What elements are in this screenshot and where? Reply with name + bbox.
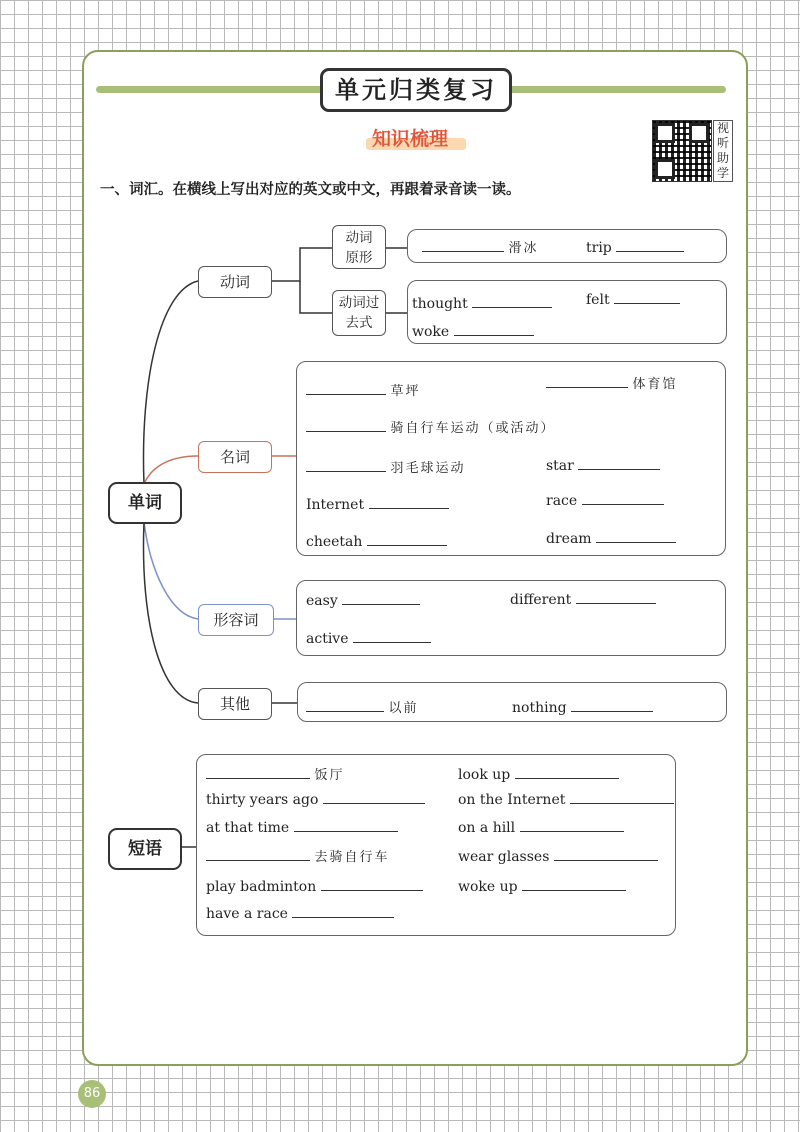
- verb-base-item-1[interactable]: 滑冰: [422, 237, 538, 256]
- section-subtitle: 知识梳理: [372, 128, 449, 150]
- verb-base-item-2[interactable]: trip: [586, 237, 684, 256]
- phrase-left-4[interactable]: 去骑自行车: [206, 846, 389, 865]
- noun-item-1[interactable]: 草坪: [306, 380, 420, 399]
- page-number: 86: [78, 1080, 106, 1108]
- branch-others: 其他: [198, 688, 272, 720]
- adj-item-2[interactable]: different: [510, 589, 656, 608]
- noun-item-2[interactable]: 体育馆: [546, 373, 677, 392]
- verb-past-item-2[interactable]: felt: [586, 289, 680, 308]
- qr-label: 视听助学: [713, 120, 733, 182]
- root-words: 单词: [108, 482, 182, 524]
- other-item-1[interactable]: 以前: [306, 697, 418, 716]
- branch-verbs: 动词: [198, 266, 272, 298]
- adj-item-1[interactable]: easy: [306, 590, 420, 609]
- noun-item-7[interactable]: race: [546, 490, 664, 509]
- other-item-2[interactable]: nothing: [512, 697, 653, 716]
- phrase-right-2[interactable]: on the Internet: [458, 789, 674, 808]
- phrase-left-2[interactable]: thirty years ago: [206, 789, 425, 808]
- branch-nouns: 名词: [198, 441, 272, 473]
- phrase-left-6[interactable]: have a race: [206, 903, 394, 922]
- noun-item-5[interactable]: star: [546, 455, 660, 474]
- phrase-right-4[interactable]: wear glasses: [458, 846, 658, 865]
- noun-item-6[interactable]: Internet: [306, 494, 449, 513]
- phrase-right-3[interactable]: on a hill: [458, 817, 624, 836]
- phrase-right-1[interactable]: look up: [458, 764, 619, 783]
- root-phrases: 短语: [108, 828, 182, 870]
- verb-past-item-3[interactable]: woke: [412, 321, 534, 340]
- adj-item-3[interactable]: active: [306, 628, 431, 647]
- instruction: 一、词汇。在横线上写出对应的英文或中文，再跟着录音读一读。: [100, 182, 521, 198]
- noun-item-3[interactable]: 骑自行车运动（或活动）: [306, 417, 555, 436]
- noun-item-9[interactable]: dream: [546, 528, 676, 547]
- noun-item-4[interactable]: 羽毛球运动: [306, 457, 465, 476]
- verb-past-item-1[interactable]: thought: [412, 293, 552, 312]
- noun-item-8[interactable]: cheetah: [306, 531, 447, 550]
- branch-adjectives: 形容词: [198, 604, 274, 636]
- phrase-left-5[interactable]: play badminton: [206, 876, 423, 895]
- branch-verb-past: 动词过去式: [332, 290, 386, 336]
- phrase-left-1[interactable]: 饭厅: [206, 764, 344, 783]
- branch-verb-base: 动词原形: [332, 225, 386, 269]
- phrase-right-5[interactable]: woke up: [458, 876, 626, 895]
- page-title: 单元归类复习: [320, 68, 512, 112]
- phrase-left-3[interactable]: at that time: [206, 817, 398, 836]
